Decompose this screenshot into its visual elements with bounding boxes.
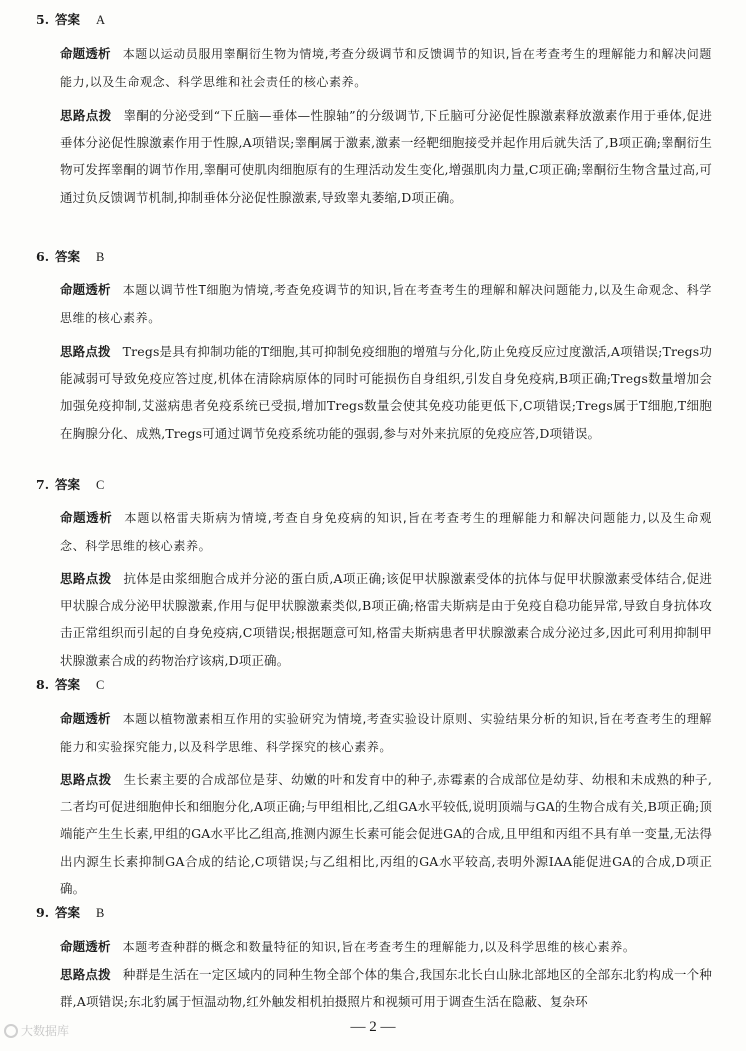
question-number: 5. — [36, 12, 50, 27]
analysis-label: 命题透析 — [60, 282, 111, 297]
hint-paragraph — [60, 565, 712, 674]
hint-label: 思路点拨 — [60, 967, 111, 982]
analysis-label: 命题透析 — [60, 510, 113, 525]
answer-label: 答案 — [55, 677, 81, 692]
question-header — [36, 11, 105, 29]
question-header — [36, 476, 104, 494]
question-number: 7. — [36, 477, 50, 492]
answer-label: 答案 — [55, 249, 81, 264]
analysis-text: 本题以运动员服用睾酮衍生物为情境,考查分级调节和反馈调节的知识,旨在考查考生的理解能力和解决问题能力,以及生命观念、科学思维和社会责任的核心素养。 — [60, 47, 712, 90]
answer-value: C — [96, 478, 105, 492]
analysis-text: 本题以植物激素相互作用的实验研究为情境,考查实验设计原则、实验结果分析的知识,旨在考查考生的理解能力和实验探究能力,以及科学思维、科学探究的核心素养。 — [60, 712, 712, 755]
hint-label: 思路点拨 — [60, 344, 111, 359]
analysis-text: 本题以格雷夫斯病为情境,考查自身免疫病的知识,旨在考查考生的理解能力和解决问题能力,以及生命观念、科学思维的核心素养。 — [60, 511, 712, 554]
question-header — [36, 676, 104, 694]
analysis-paragraph — [60, 40, 712, 96]
question-header — [36, 248, 104, 266]
hint-text: Tregs是具有抑制功能的T细胞,其可抑制免疫细胞的增殖与分化,防止免疫反应过度激活,A项错误;Tregs功能减弱可导致免疫应答过度,机体在清除病原体的同时可能损伤自身组织,引发自身免疫病,B项正确;Tregs数量增加会加强免疫抑制,艾滋病患者免疫系统已受损,增加Tregs数量会使其免疫功能更低下,C项错误;Tregs属于T细胞,T细胞在胸腺分化、成熟,Tregs可通过调节免疫系统功能的强弱,参与对外来抗原的免疫应答,D项错误。 — [60, 344, 712, 441]
hint-text: 种群是生活在一定区域内的同种生物全部个体的集合,我国东北长白山脉北部地区的全部东北豹构成一个种群,A项错误;东北豹属于恒温动物,红外触发相机拍摄照片和视频可用于调查生活在隐蔽、复杂环 — [60, 967, 712, 1010]
analysis-label: 命题透析 — [60, 46, 111, 61]
analysis-text: 本题以调节性T细胞为情境,考查免疫调节的知识,旨在考查考生的理解和解决问题能力,以及生命观念、科学思维的核心素养。 — [60, 283, 712, 326]
question-header — [36, 904, 104, 922]
watermark-text: 大数据库 — [21, 1024, 70, 1038]
analysis-paragraph — [60, 504, 712, 560]
hint-paragraph — [60, 338, 712, 447]
watermark-logo-icon — [4, 1024, 18, 1038]
page-number: — 2 — — [350, 1019, 396, 1035]
analysis-paragraph — [60, 933, 712, 961]
answer-value: C — [96, 678, 105, 692]
hint-label: 思路点拨 — [60, 571, 112, 586]
analysis-label: 命题透析 — [60, 711, 111, 726]
hint-text: 睾酮的分泌受到“下丘脑—垂体—性腺轴”的分级调节,下丘脑可分泌促性腺激素释放激素作用于垂体,促进垂体分泌促性腺激素作用于性腺,A项错误;睾酮属于激素,激素一经靶细胞接受并起作用后就失活了,B项正确;睾酮衍生物可发挥睾酮的调节作用,睾酮可使肌肉细胞原有的生理活动发生变化,增强肌肉力量,C项正确;睾酮衍生物含量过高,可通过负反馈调节机制,抑制垂体分泌促性腺激素,导致睾丸萎缩,D项正确。 — [60, 108, 712, 205]
answer-value: B — [96, 250, 105, 264]
hint-text: 抗体是由浆细胞合成并分泌的蛋白质,A项正确;该促甲状腺激素受体的抗体与促甲状腺激素受体结合,促进甲状腺合成分泌甲状腺激素,作用与促甲状腺激素类似,B项正确;格雷夫斯病是由于免疫自稳功能异常,导致自身抗体攻击正常组织而引起的自身免疫病,C项错误;根据题意可知,格雷夫斯病患者甲状腺激素合成分泌过多,因此可利用抑制甲状腺激素合成的药物治疗该病,D项正确。 — [60, 571, 712, 668]
analysis-label: 命题透析 — [60, 939, 111, 954]
answer-label: 答案 — [55, 905, 81, 920]
question-number: 8. — [36, 677, 50, 692]
watermark — [4, 1022, 69, 1039]
analysis-paragraph — [60, 705, 712, 761]
analysis-paragraph — [60, 276, 712, 332]
hint-label: 思路点拨 — [60, 772, 112, 787]
hint-label: 思路点拨 — [60, 108, 112, 123]
answer-label: 答案 — [55, 477, 81, 492]
question-number: 9. — [36, 905, 50, 920]
answer-value: A — [96, 13, 106, 27]
analysis-text: 本题考查种群的概念和数量特征的知识,旨在考查考生的理解能力,以及科学思维的核心素养。 — [122, 940, 636, 954]
answer-label: 答案 — [55, 12, 81, 27]
hint-paragraph — [60, 766, 712, 902]
answer-value: B — [96, 906, 105, 920]
question-number: 6. — [36, 249, 50, 264]
hint-paragraph — [60, 961, 712, 1015]
hint-paragraph — [60, 102, 712, 211]
hint-text: 生长素主要的合成部位是芽、幼嫩的叶和发育中的种子,赤霉素的合成部位是幼芽、幼根和未成熟的种子,二者均可促进细胞伸长和细胞分化,A项正确;与甲组相比,乙组GA水平较低,说明顶端与GA的生物合成有关,B项正确;顶端能产生生长素,甲组的GA水平比乙组高,推测内源生长素可能会促进GA的合成,且甲组和丙组不具有单一变量,无法得出内源生长素抑制GA合成的结论,C项错误;与乙组相比,丙组的GA水平较高,表明外源IAA能促进GA的合成,D项正确。 — [60, 772, 713, 896]
